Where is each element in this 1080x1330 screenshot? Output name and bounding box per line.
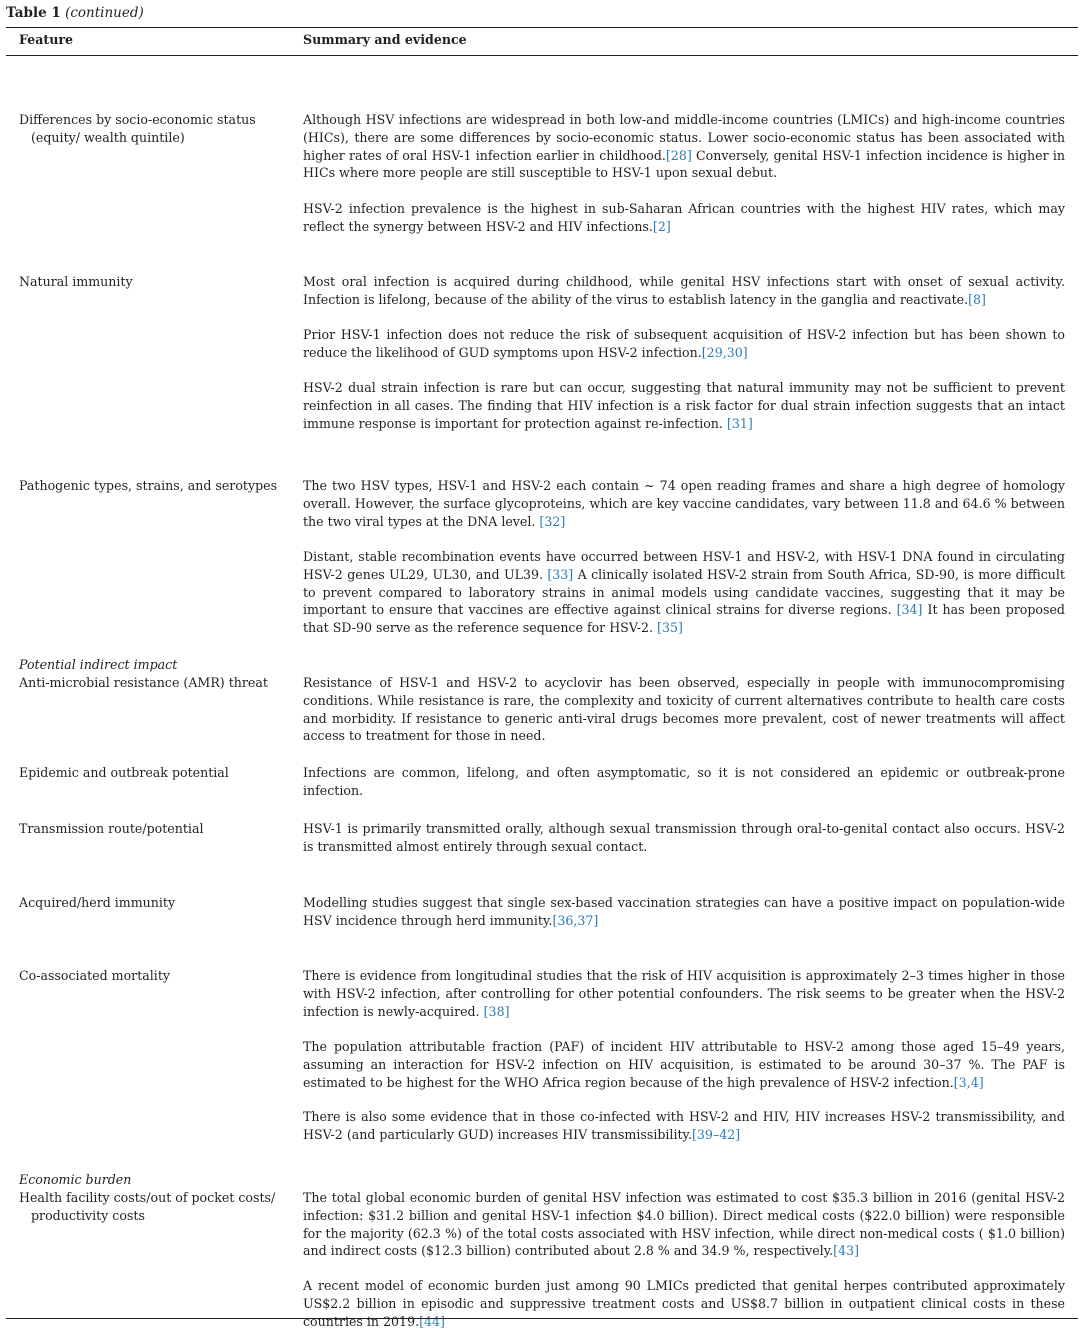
feature-socio-economic: Differences by socio-economic status (equity/ wealth quintile) <box>19 112 256 145</box>
section-potential-indirect-impact: Potential indirect impact <box>19 657 178 672</box>
header-summary: Summary and evidence <box>303 32 467 47</box>
table-header-rule <box>6 55 1078 56</box>
summary-paragraph: The population attributable fraction (PAF) of incident HIV attributable to HSV-2 among those aged 15–49 years, assuming an interaction for HSV-2 infection on HIV acquisition, is estimated to be around 30–37 %. The PAF is estimated to be highest for the WHO Africa region because of the high prevalence of HSV-2 infection.[3,4] <box>303 1039 1065 1090</box>
section-economic-burden: Economic burden <box>19 1172 132 1187</box>
table-top-rule <box>6 27 1078 28</box>
feature-health-facility-costs: Health facility costs/out of pocket costs/ productivity costs <box>19 1190 276 1223</box>
reference-link[interactable]: [31] <box>726 415 753 431</box>
table-label: Table 1 <box>6 5 61 21</box>
reference-link[interactable]: [8] <box>968 291 986 307</box>
table-bottom-rule <box>6 1318 1078 1319</box>
summary-paragraph: Modelling studies suggest that single sex-based vaccination strategies can have a positive impact on population-wide HSV incidence through herd immunity.[36,37] <box>303 895 1065 928</box>
feature-transmission-route: Transmission route/potential <box>19 821 204 836</box>
feature-pathogenic-types: Pathogenic types, strains, and serotypes <box>19 478 278 493</box>
header-feature: Feature <box>19 32 74 47</box>
summary-paragraph: Infections are common, lifelong, and often asymptomatic, so it is not considered an epidemic or outbreak-prone infection. <box>303 765 1065 798</box>
feature-herd-immunity: Acquired/herd immunity <box>19 895 176 910</box>
feature-epidemic-potential: Epidemic and outbreak potential <box>19 765 229 780</box>
summary-paragraph: The two HSV types, HSV-1 and HSV-2 each contain ~ 74 open reading frames and share a high degree of homology overall. However, the surface glycoproteins, which are key vaccine candidates, vary between 11.8 and 64.6 % between the two viral types at the DNA level. [32] <box>303 478 1065 529</box>
summary-paragraph: A recent model of economic burden just among 90 LMICs predicted that genital herpes contributed approximately US$2.2 billion in episodic and suppressive treatment costs and US$8.7 billion in outpatient clinical costs in these countries in 2019.[44] <box>303 1278 1065 1329</box>
reference-link[interactable]: [38] <box>483 1003 510 1019</box>
reference-link[interactable]: [36,37] <box>552 912 599 928</box>
summary-paragraph: Distant, stable recombination events have occurred between HSV-1 and HSV-2, with HSV-1 DNA found in circulating HSV-2 genes UL29, UL30, and UL39. [33] A clinically isolated HSV-2 strain from South Africa, SD-90, is more difficult to prevent compared to laboratory strains in animal models using candidate vaccines, suggesting that it may be important to ensure that vaccines are effective against clinical strains for diverse regions. [34] It has been proposed that SD-90 serve as the reference sequence for HSV-2. [35] <box>303 549 1065 636</box>
summary-paragraph: Resistance of HSV-1 and HSV-2 to acyclovir has been observed, especially in people with immunocompromising conditions. While resistance is rare, the complexity and toxicity of current alternatives contribute to health care costs and morbidity. If resistance to generic anti-viral drugs becomes more prevalent, cost of newer treatments will affect access to treatment for those in need. <box>303 675 1065 744</box>
feature-co-associated-mortality: Co-associated mortality <box>19 968 171 983</box>
reference-link[interactable]: [33] <box>547 566 574 582</box>
reference-link[interactable]: [32] <box>539 513 566 529</box>
reference-link[interactable]: [39–42] <box>692 1126 741 1142</box>
reference-link[interactable]: [43] <box>833 1243 860 1259</box>
summary-paragraph: The total global economic burden of genital HSV infection was estimated to cost $35.3 billion in 2016 (genital HSV-2 infection: $31.2 billion and genital HSV-1 infection $4.0 billion). Direct medical costs ($22.0 billion) were responsible for the majority (62.3 %) of the total costs associated with HSV infection, while direct non-medical costs ( $1.0 billion) and indirect costs ($12.3 billion) contributed about 2.8 % and 34.9 %, respectively.[43] <box>303 1190 1065 1259</box>
table-caption <box>6 4 144 22</box>
summary-paragraph: Although HSV infections are widespread in both low-and middle-income countries (LMICs) and high-income countries (HICs), there are some differences by socio-economic status. Lower socio-economic status has been associated with higher rates of oral HSV-1 infection earlier in childhood.[28] Conversely, genital HSV-1 infection incidence is higher in HICs where more people are still susceptible to HSV-1 upon sexual debut. <box>303 112 1066 181</box>
summary-paragraph: There is evidence from longitudinal studies that the risk of HIV acquisition is approximately 2–3 times higher in those with HSV-2 infection, after controlling for other potential confounders. The risk seems to be greater when the HSV-2 infection is newly-acquired. [38] <box>303 968 1065 1019</box>
table-continued-note: (continued) <box>65 5 144 21</box>
reference-link[interactable]: [3,4] <box>953 1074 984 1090</box>
feature-amr-threat: Anti-microbial resistance (AMR) threat <box>19 675 268 690</box>
reference-link[interactable]: [34] <box>896 602 923 618</box>
summary-paragraph: HSV-2 infection prevalence is the highest in sub-Saharan African countries with the highest HIV rates, which may reflect the synergy between HSV-2 and HIV infections.[2] <box>303 201 1065 234</box>
summary-paragraph: There is also some evidence that in those co-infected with HSV-2 and HIV, HIV increases HSV-2 transmissibility, and HSV-2 (and particularly GUD) increases HIV transmissibility.[39–42] <box>303 1109 1065 1142</box>
reference-link[interactable]: [44] <box>419 1313 445 1329</box>
reference-link[interactable]: [2] <box>652 218 671 234</box>
summary-paragraph: HSV-1 is primarily transmitted orally, although sexual transmission through oral-to-genital contact also occurs. HSV-2 is transmitted almost entirely through sexual contact. <box>303 821 1065 854</box>
reference-link[interactable]: [29,30] <box>701 344 748 360</box>
feature-natural-immunity: Natural immunity <box>19 274 133 289</box>
summary-paragraph: HSV-2 dual strain infection is rare but can occur, suggesting that natural immunity may not be sufficient to prevent reinfection in all cases. The finding that HIV infection is a risk factor for dual strain infection suggests that an intact immune response is important for protection against re-infection. [31] <box>303 380 1065 431</box>
summary-paragraph: Most oral infection is acquired during childhood, while genital HSV infections start with onset of sexual activity. Infection is lifelong, because of the ability of the virus to establish latency in the ganglia and reactivate.[8] <box>303 274 1065 307</box>
summary-paragraph: Prior HSV-1 infection does not reduce the risk of subsequent acquisition of HSV-2 infection but has been shown to reduce the likelihood of GUD symptoms upon HSV-2 infection.[29,30] <box>303 327 1065 360</box>
reference-link[interactable]: [28] <box>665 147 692 163</box>
reference-link[interactable]: [35] <box>657 620 683 636</box>
